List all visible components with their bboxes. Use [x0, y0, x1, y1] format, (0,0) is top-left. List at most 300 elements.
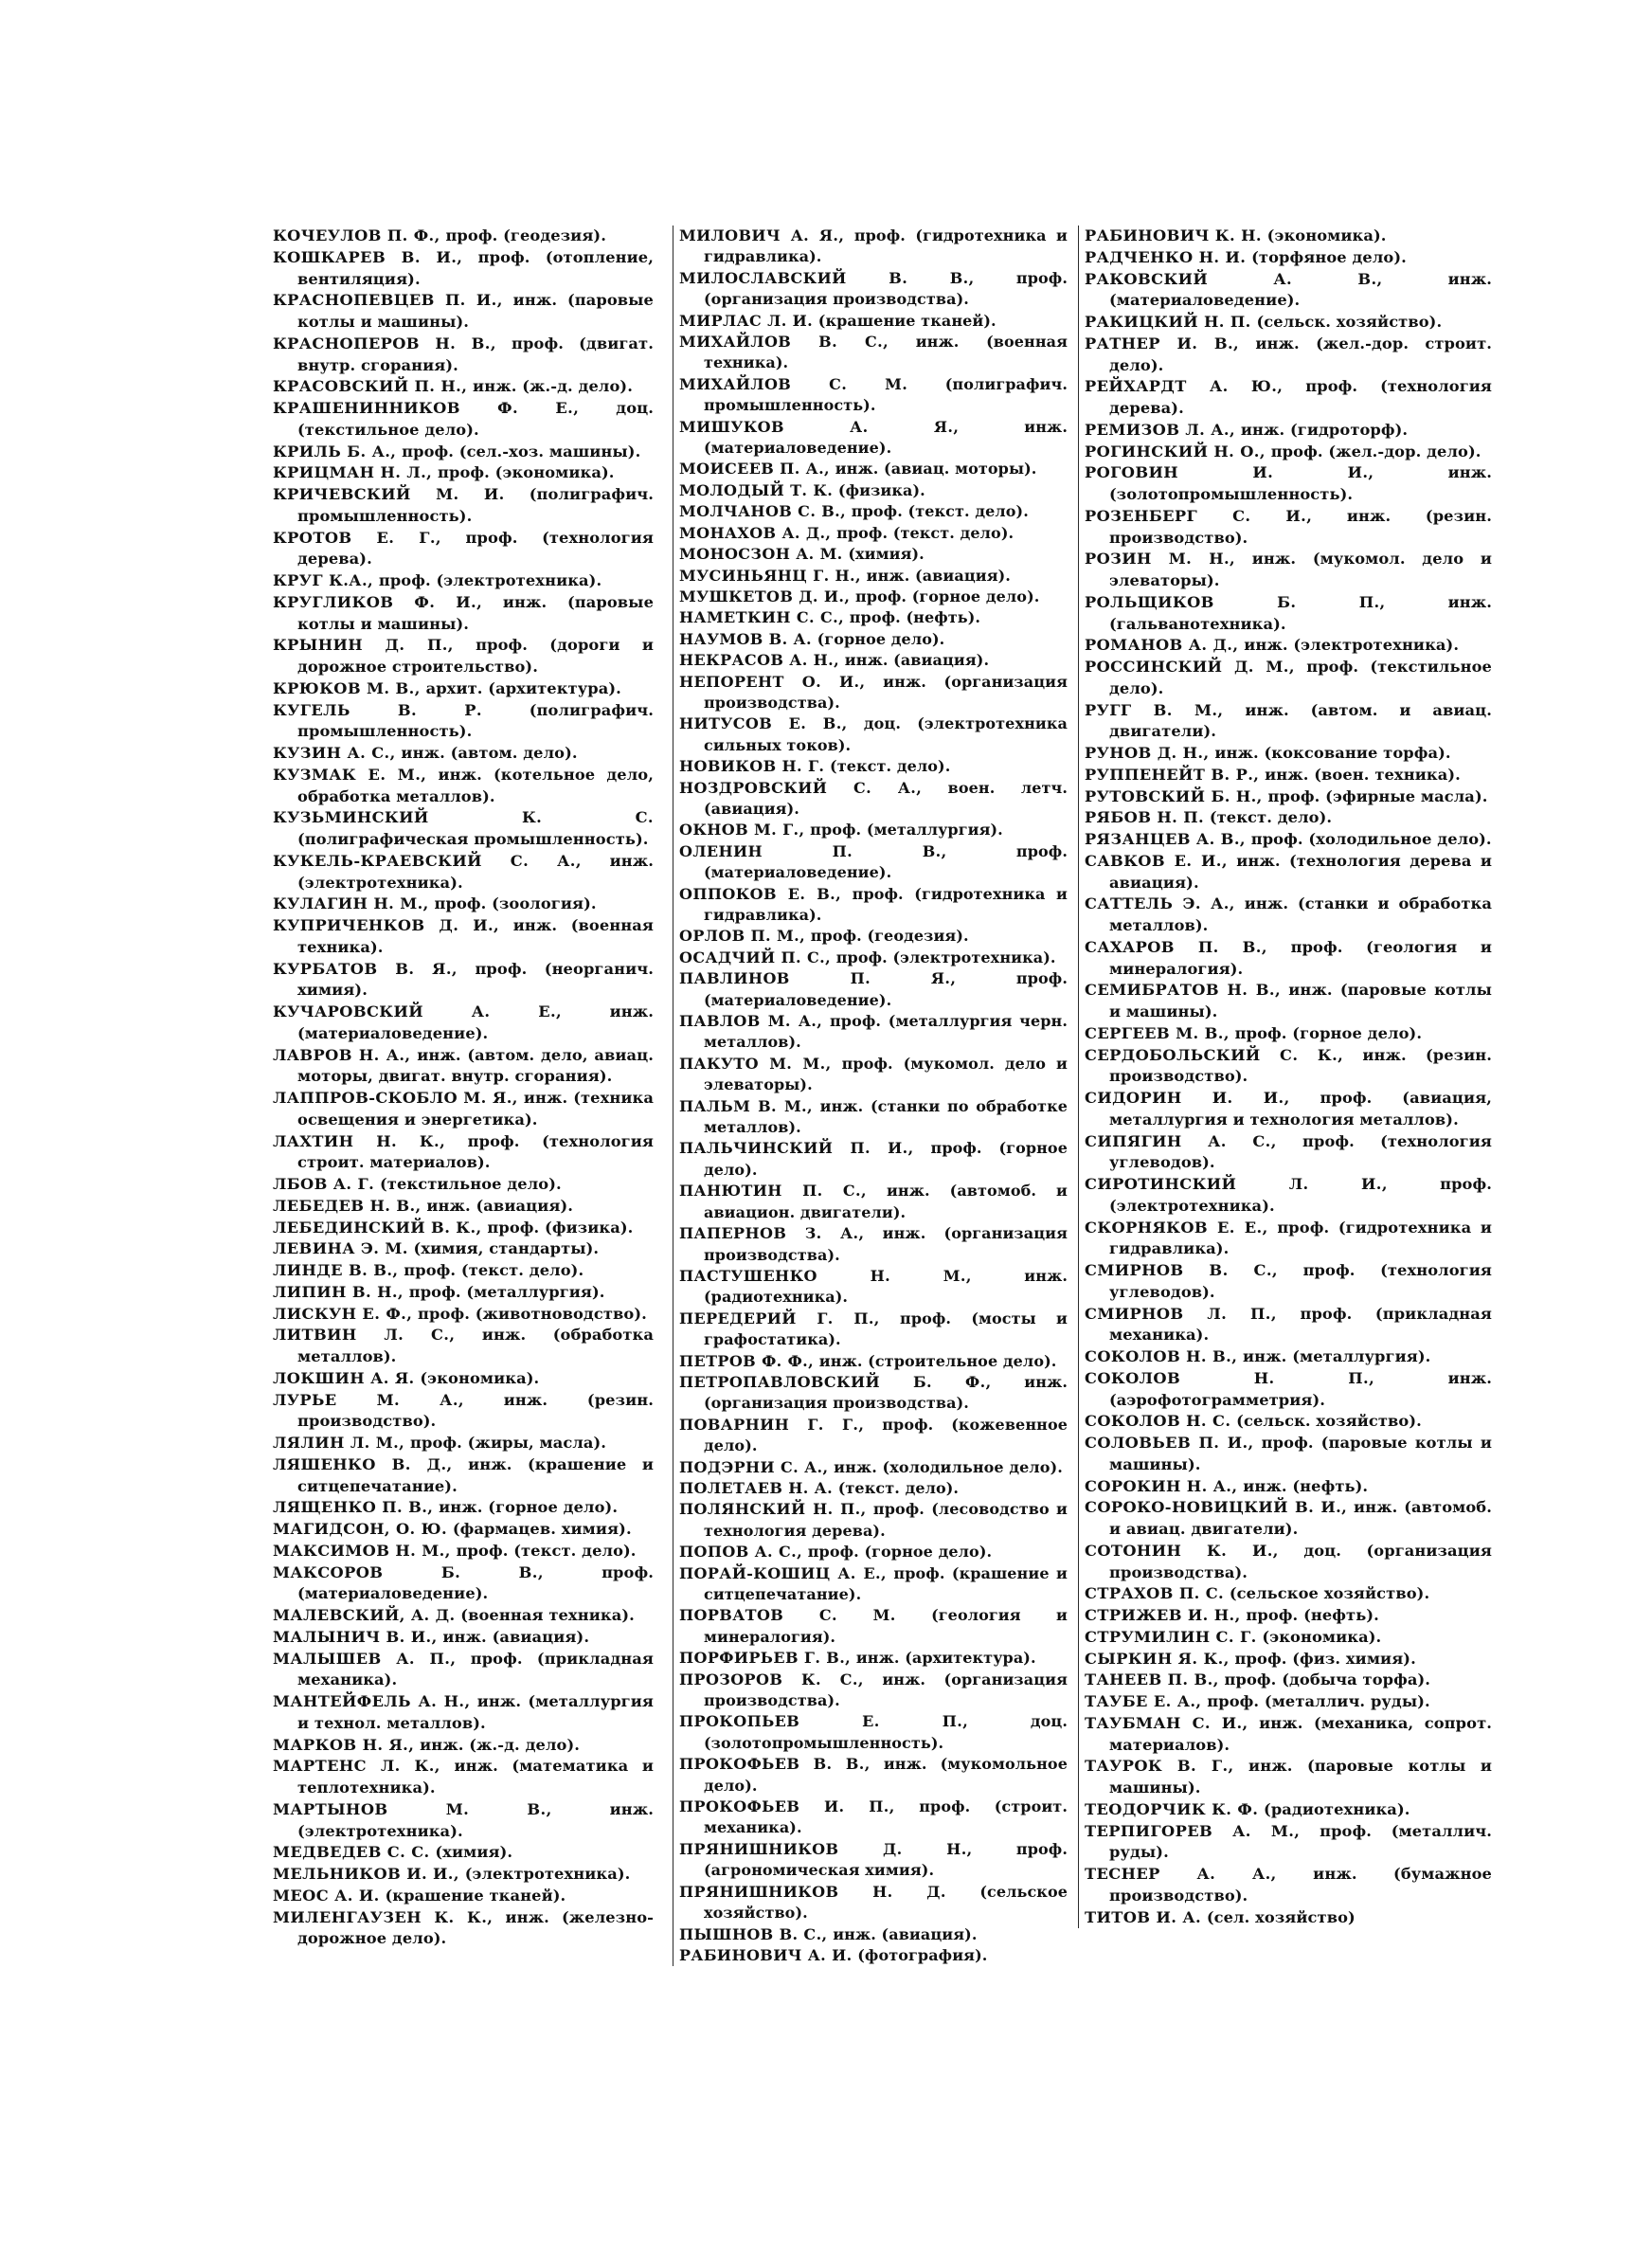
contributor-name: МАНТЕЙФЕЛЬ А. Н., [273, 1692, 471, 1710]
contributor-field: инж. (материаловедение). [704, 417, 1068, 458]
contributor-name: КУРБАТОВ В. Я., [273, 959, 458, 978]
contributor-field: инж. (станки по обработке металлов). [704, 1096, 1068, 1137]
contributor-field: (фотография). [857, 1945, 988, 1964]
contributor-entry [679, 1415, 1068, 1457]
contributor-field: инж. (мукомольное дело). [704, 1755, 1068, 1795]
contributor-entry [679, 480, 1068, 501]
contributor-field: проф. (зоология). [434, 894, 597, 913]
contributor-name: КРИЛЬ Б. А., [273, 442, 397, 460]
contributor-entry [273, 807, 654, 851]
contributor-field: (химия, стандарты). [413, 1239, 600, 1258]
contributor-entry [1085, 1605, 1492, 1627]
contributor-entry [1085, 1627, 1492, 1649]
contributor-name: ПЫШНОВ В. С., [679, 1924, 828, 1943]
contributor-field: проф. (металлургия). [408, 1282, 605, 1301]
contributor-name: ПРОКОФЬЕВ И. П., [679, 1797, 895, 1816]
contributor-field: (полиграфич. промышленность). [297, 485, 655, 525]
contributor-name: МУШКЕТОВ Д. И., [679, 587, 851, 605]
contributor-entry [679, 566, 1068, 587]
contributor-entry [1085, 1756, 1492, 1799]
contributor-field: (крашение тканей). [385, 1886, 566, 1905]
contributor-name: СКОРНЯКОВ Е. Е., [1085, 1218, 1268, 1237]
contributor-name: КУЧАРОВСКИЙ А. Е., [273, 1002, 563, 1020]
contributor-name: ЛЕБЕДИНСКИЙ В. К., [273, 1218, 482, 1237]
contributor-name: СМИРНОВ В. С., [1085, 1261, 1278, 1279]
contributor-name: ПРОКОПЬЕВ Е. П., [679, 1712, 969, 1731]
contributor-field: проф. (организация производства). [704, 268, 1068, 309]
contributor-name: МЕЛЬНИКОВ И. И., [273, 1865, 459, 1883]
contributor-entry [273, 678, 654, 700]
contributor-entry [1085, 1045, 1492, 1089]
contributor-name: МИХАЙЛОВ С. М. [679, 374, 908, 393]
contributor-name: РОССИНСКИЙ Д. М., [1085, 658, 1295, 676]
contributor-field: (химия). [848, 545, 925, 564]
contributor-name: КРИЧЕВСКИЙ М. И. [273, 485, 505, 503]
contributor-name: МАКСИМОВ Н. М., [273, 1541, 451, 1560]
contributor-field: инж. (военная техника). [704, 333, 1068, 372]
contributor-field: инж. (автомоб. и авиацион. двигатели). [704, 1182, 1068, 1221]
contributor-name: ПАПЕРНОВ З. А., [679, 1224, 865, 1243]
contributor-name: КОЧЕУЛОВ П. Ф., [273, 226, 440, 244]
contributor-name: ПОРВАТОВ С. М. [679, 1606, 896, 1625]
contributor-field: (текстильное дело). [380, 1175, 562, 1193]
contributor-entry [679, 523, 1068, 544]
contributor-entry [679, 820, 1068, 840]
contributor-field: проф. (лесоводство и технология дерева). [704, 1500, 1068, 1540]
contributor-entry [679, 1924, 1068, 1945]
contributor-entry [273, 1433, 654, 1454]
contributor-name: МЕДВЕДЕВ С. С. [273, 1843, 430, 1862]
contributor-field: инж. (авиация). [866, 566, 1011, 585]
contributor-name: ЛОКШИН А. Я. [273, 1368, 415, 1387]
contributor-name: КУПРИЧЕНКОВ Д. И., [273, 916, 500, 934]
contributor-field: инж. (резин. производство). [297, 1390, 654, 1431]
contributor-entry [679, 1882, 1068, 1924]
contributor-name: РОМАНОВ А. Д., [1085, 636, 1239, 655]
contributor-field: инж. (автомоб. и авиац. двигатели). [1109, 1498, 1492, 1538]
contributor-entry [273, 1454, 654, 1498]
contributor-name: КРАСОВСКИЙ П. Н., [273, 377, 468, 396]
contributor-field: (текст. дело). [837, 1478, 960, 1497]
contributor-entry [273, 462, 654, 484]
contributor-field: (сельск. хозяйство). [1236, 1412, 1422, 1431]
contributor-entry [1085, 1821, 1492, 1865]
contributor-entry [679, 1711, 1068, 1754]
contributor-name: ОСАДЧИЙ П. С., [679, 948, 832, 966]
contributor-entry [273, 1238, 654, 1260]
contributor-field: проф. (электротехника). [835, 948, 1056, 966]
contributor-entry [679, 1797, 1068, 1839]
contributor-entry [679, 672, 1068, 714]
contributor-field: (экономика). [1262, 1627, 1382, 1646]
contributor-entry [1085, 1411, 1492, 1433]
contributor-name: МОИСЕЕВ П. А., [679, 460, 831, 478]
contributor-entry [679, 629, 1068, 650]
contributor-entry [679, 884, 1068, 927]
contributor-name: КУЗМАК Е. М., [273, 765, 427, 784]
contributor-entry [1085, 786, 1492, 808]
contributor-name: СИРОТИНСКИЙ Л. И., [1085, 1175, 1388, 1193]
contributor-entry [679, 1605, 1068, 1648]
contributor-field: инж. (горное дело). [439, 1498, 619, 1517]
contributor-field: инж. (организация производства). [704, 672, 1068, 712]
contributor-entry [679, 1309, 1068, 1351]
contributor-field: проф. (гидротехника и гидравлика). [704, 226, 1068, 266]
contributor-entry [1085, 807, 1492, 829]
contributor-entry [273, 1886, 654, 1907]
contributor-field: инж. (авиация). [844, 651, 990, 670]
contributor-field: проф. (электротехника). [378, 571, 602, 589]
contributor-name: СОТОНИН К. И., [1085, 1541, 1279, 1560]
contributor-entry [1085, 1649, 1492, 1670]
contributor-name: КУЗЬМИНСКИЙ К. С. [273, 808, 654, 827]
contributor-entry [679, 968, 1068, 1011]
contributor-name: ЛАХТИН Н. К., [273, 1131, 446, 1150]
contributor-entry [1085, 312, 1492, 334]
contributor-entry [273, 1497, 654, 1519]
contributor-field: инж. (паровые котлы и машины). [297, 592, 655, 633]
contributor-field: проф. (прикладная механика). [1109, 1304, 1492, 1345]
contributor-field: инж. (металлургия). [1243, 1347, 1431, 1365]
contributor-name: РОЗЕНБЕРГ С. И., [1085, 506, 1313, 525]
contributor-entry [273, 915, 654, 959]
contributor-name: РЕЙХАРДТ А. Ю., [1085, 377, 1284, 396]
contributor-name: СЕМИБРАТОВ Н. В., [1085, 981, 1282, 1000]
contributor-name: МИШУКОВ А. Я., [679, 417, 960, 436]
contributor-entry [679, 459, 1068, 479]
contributor-name: ОРЛОВ П. М., [679, 927, 806, 946]
contributor-name: ПОВАРНИН Г. Г., [679, 1415, 865, 1434]
contributor-field: инж. (нефть). [1243, 1476, 1369, 1495]
contributor-name: РАКИЦКИЙ Н. П. [1085, 313, 1251, 331]
contributor-field: инж. (организация производства). [704, 1224, 1068, 1264]
contributor-field: проф. (сел.-хоз. машины). [402, 442, 641, 460]
contributor-entry [1085, 506, 1492, 550]
contributor-name: КРАШЕНИННИКОВ Ф. Е., [273, 399, 580, 417]
contributor-field: инж. (резин. производство). [1109, 506, 1492, 547]
contributor-field: проф. (физ. химия). [1234, 1649, 1416, 1668]
contributor-name: КРУГ К.А., [273, 571, 374, 589]
contributor-name: ТАУРОК В. Г., [1085, 1757, 1234, 1776]
contributor-field: инж. (железно-дорожное дело). [297, 1907, 654, 1948]
contributor-entry [273, 1368, 654, 1390]
contributor-field: проф. (двигат. внутр. сгорания). [297, 334, 654, 374]
contributor-entry [273, 1088, 654, 1131]
contributor-field: проф. (эфирные масла). [1267, 786, 1488, 805]
contributor-field: инж. (холодильное дело). [834, 1457, 1063, 1476]
contributor-entry [273, 1304, 654, 1326]
contributor-entry [273, 1541, 654, 1562]
contributor-field: (сельское хозяйство). [704, 1882, 1068, 1923]
contributor-field: инж. (автом. и авиац. двигатели). [1109, 700, 1492, 741]
contributor-field: проф. (экономика). [438, 463, 615, 482]
contributor-field: инж. (котельное дело, обработка металлов). [297, 765, 654, 805]
contributor-entry [1085, 462, 1492, 506]
contributor-field: инж. (гальванотехника). [1109, 592, 1492, 633]
contributor-entry [273, 959, 654, 1002]
contributor-entry [273, 376, 654, 398]
contributor-entry [1085, 1131, 1492, 1175]
contributor-entry [273, 247, 654, 291]
contributor-entry [1085, 851, 1492, 894]
contributor-field: инж. (коксование торфа). [1214, 744, 1451, 762]
contributor-field: (радиотехника). [1264, 1799, 1410, 1818]
contributor-name: НОВИКОВ Н. Г. [679, 757, 825, 776]
contributor-entry [273, 894, 654, 915]
contributor-field: проф. (отопление, вентиляция). [297, 247, 655, 288]
contributor-field: инж. (военная техника). [297, 916, 654, 956]
contributor-field: проф. (неорганич. химия). [297, 959, 654, 1000]
contributor-field: инж. (станки и обработка металлов). [1109, 894, 1492, 934]
contributor-entry [1085, 334, 1492, 377]
contributor-entry [273, 1196, 654, 1218]
contributor-field: доц. (золотопромышленность). [704, 1712, 1068, 1752]
contributor-field: проф. (гидротехника и гидравлика). [704, 884, 1068, 924]
contributor-field: инж. (воен. техника). [1265, 765, 1461, 784]
contributor-field: проф. (текст. дело). [836, 523, 1015, 542]
contributor-name: ЛЯШЕНКО В. Д., [273, 1454, 453, 1473]
contributor-entry [679, 650, 1068, 671]
contributor-entry [273, 1627, 654, 1649]
contributors-page [273, 226, 1493, 1988]
contributor-entry [1085, 1304, 1492, 1347]
contributor-name: СТРАХОВ П. С. [1085, 1584, 1225, 1603]
contributor-name: МИЛОВИЧ А. Я., [679, 226, 845, 244]
contributor-field: проф. (агрономическая химия). [704, 1839, 1068, 1880]
contributor-entry [273, 1174, 654, 1196]
contributor-name: СЕРГЕЕВ М. В., [1085, 1023, 1230, 1042]
contributor-name: МАЛЫШЕВ А. П., [273, 1649, 457, 1668]
contributor-name: КРЫНИН Д. П., [273, 636, 454, 655]
contributor-field: инж. (золотопромышленность). [1109, 463, 1492, 503]
contributor-field: проф. (крашение и ситцепечатание). [704, 1563, 1068, 1603]
contributor-entry [273, 528, 654, 571]
contributor-entry [1085, 592, 1492, 636]
contributor-field: (торфяное дело). [1251, 247, 1407, 266]
contributor-field: доц. (электротехника сильных токов). [704, 714, 1068, 754]
contributor-entry [679, 926, 1068, 947]
contributor-entry [1085, 1260, 1492, 1304]
contributor-name: НАУМОВ В. А. [679, 629, 812, 648]
contributor-field: проф. (кожевенное дело). [704, 1415, 1068, 1455]
contributor-name: РУГГ В. М., [1085, 700, 1224, 719]
contributor-entry [1085, 247, 1492, 269]
contributor-name: РОЛЬЩИКОВ Б. П., [1085, 592, 1386, 611]
contributor-entry [1085, 657, 1492, 700]
contributor-name: НОЗДРОВСКИЙ С. А., [679, 778, 923, 797]
contributor-entry [1085, 1907, 1492, 1929]
contributor-name: СМИРНОВ Л. П., [1085, 1304, 1277, 1323]
contributor-entry [1085, 1864, 1492, 1907]
contributor-entry [1085, 1346, 1492, 1368]
contributor-name: ЛИПИН В. Н., [273, 1282, 404, 1301]
contributor-field: проф. (электротехника). [1109, 1175, 1492, 1215]
contributor-field: проф. (гидротехника и гидравлика). [1109, 1218, 1492, 1258]
contributor-entry [679, 226, 1068, 268]
contributor-name: НЕКРАСОВ А. Н., [679, 651, 840, 670]
contributor-name: МИЛЕНГАУЗЕН К. К., [273, 1907, 494, 1926]
contributor-name: ЛЯЩЕНКО П. В., [273, 1498, 434, 1517]
contributor-entry [273, 442, 654, 463]
contributor-field: инж. (математика и теплотехника). [297, 1757, 655, 1797]
contributor-field: (горное дело). [817, 629, 945, 648]
contributor-field: проф. (текст. дело). [851, 502, 1029, 521]
contributor-field: инж. (электротехника). [297, 851, 654, 892]
contributor-entry [273, 1735, 654, 1757]
contributor-entry [679, 1181, 1068, 1223]
contributor-field: проф. (геология и минералогия). [1109, 937, 1492, 978]
contributor-name: ПАЛЬМ В. М., [679, 1096, 813, 1115]
contributor-field: проф. (материаловедение). [704, 841, 1068, 882]
contributor-entry [273, 1756, 654, 1799]
contributor-entry [679, 417, 1068, 460]
contributor-name: РЯБОВ Н. П. [1085, 808, 1205, 827]
contributor-entry [679, 1096, 1068, 1139]
contributor-entry [679, 1223, 1068, 1266]
contributor-entry [679, 587, 1068, 607]
contributor-entry [679, 501, 1068, 522]
contributor-entry [679, 1054, 1068, 1096]
contributor-name: СИДОРИН И. И., [1085, 1089, 1290, 1107]
contributor-name: СИПЯГИН А. С., [1085, 1131, 1277, 1150]
contributor-entry [273, 1519, 654, 1541]
contributor-field: инж. (механика, сопрот. материалов). [1109, 1713, 1492, 1754]
contributor-entry [679, 1478, 1068, 1499]
contributor-name: РЕМИЗОВ Л. А., [1085, 420, 1236, 439]
contributor-field: проф. (авиация, металлургия и технология металлов). [1109, 1089, 1492, 1128]
contributor-name: КУЗИН А. С., [273, 744, 396, 762]
contributor-name: КУКЕЛЬ-КРАЕВСКИЙ С. А., [273, 851, 582, 870]
contributor-entry [273, 570, 654, 592]
contributor-field: воен. летч. (авиация). [704, 778, 1068, 818]
contributor-entry [679, 1266, 1068, 1309]
contributor-entry [679, 332, 1068, 374]
contributor-entry [679, 544, 1068, 565]
contributor-field: проф. (нефть). [1246, 1606, 1379, 1624]
contributor-name: МИХАЙЛОВ В. С., [679, 333, 889, 352]
contributor-name: ТЕСНЕР А. А., [1085, 1865, 1277, 1883]
contributor-field: (сел. хозяйство) [1206, 1907, 1356, 1926]
contributor-entry [1085, 1583, 1492, 1605]
contributor-entry [679, 756, 1068, 777]
contributor-entry [1085, 1174, 1492, 1218]
contributor-field: инж. (материаловедение). [297, 1002, 654, 1042]
contributor-field: (экономика). [1266, 226, 1387, 244]
column-1 [273, 226, 654, 1950]
contributor-name: ОППОКОВ Е. В., [679, 884, 842, 903]
contributor-field: проф. (текстильное дело). [1109, 658, 1492, 697]
contributor-name: ТАНЕЕВ П. В., [1085, 1670, 1219, 1689]
contributor-entry [1085, 829, 1492, 851]
contributor-entry [1085, 442, 1492, 463]
contributor-field: доц. (организация производства). [1109, 1541, 1492, 1581]
contributor-field: (полиграфич. промышленность). [297, 700, 654, 741]
contributor-entry [1085, 1799, 1492, 1821]
contributor-entry [1085, 894, 1492, 937]
contributor-field: архит. (архитектура). [425, 678, 621, 697]
contributor-field: проф. (материаловедение). [704, 969, 1068, 1009]
contributor-entry [679, 1839, 1068, 1882]
contributor-name: РАДЧЕНКО Н. И. [1085, 247, 1247, 266]
contributor-entry [1085, 549, 1492, 592]
contributor-name: ПЕРЕДЕРИЙ Г. П., [679, 1309, 880, 1327]
contributor-name: РУНОВ Д. Н., [1085, 744, 1210, 762]
contributor-name: МАКСОРОВ Б. В., [273, 1562, 544, 1581]
contributor-name: НАМЕТКИН С. С., [679, 608, 845, 627]
contributor-name: СОЛОВЬЕВ П. И., [1085, 1434, 1254, 1452]
contributor-name: ПАВЛИНОВ П. Я., [679, 969, 957, 988]
contributor-field: (сельск. хозяйство). [1256, 313, 1443, 331]
contributor-field: инж. (паровые котлы и машины). [1109, 1757, 1492, 1797]
contributor-field: инж. (резин. производство). [1109, 1045, 1493, 1086]
contributor-entry [1085, 1541, 1492, 1584]
contributor-name: МОНОСЗОН А. М. [679, 545, 843, 564]
contributor-entry [273, 1562, 654, 1606]
contributor-entry [679, 1542, 1068, 1562]
contributor-field: проф. (горное дело). [854, 587, 1040, 605]
contributor-name: ПРОЗОРОВ К. С., [679, 1670, 864, 1688]
contributor-field: проф. (горное дело). [807, 1543, 993, 1562]
contributor-name: СОРОКО-НОВИЦКИЙ В. И., [1085, 1498, 1348, 1517]
contributor-name: ПРЯНИШНИКОВ Н. Д. [679, 1882, 946, 1901]
contributor-name: ПОРАЙ-КОШИЦ А. Е., [679, 1563, 887, 1582]
contributor-entry [273, 398, 654, 442]
contributor-name: ОКНОВ М. Г., [679, 821, 805, 840]
contributor-field: (полиграфическая промышленность). [297, 830, 649, 848]
contributor-name: ТИТОВ И. А. [1085, 1907, 1202, 1926]
contributor-entry [273, 1390, 654, 1434]
contributor-name: МОНАХОВ А. Д., [679, 523, 832, 542]
contributor-name: ЛБОВ А. Г. [273, 1175, 375, 1193]
contributor-name: НИТУСОВ Е. В., [679, 714, 848, 733]
contributor-entry [273, 1282, 654, 1304]
contributor-entry [273, 290, 654, 334]
contributor-name: КРУГЛИКОВ Ф. И., [273, 592, 483, 611]
column-3 [1078, 226, 1492, 1928]
contributor-field: проф. (нефть). [849, 608, 981, 627]
contributor-field: инж. (авиац. моторы). [835, 460, 1037, 478]
contributor-entry [1085, 1497, 1492, 1541]
contributor-name: ЛАППРОВ-СКОБЛО М. Я., [273, 1089, 518, 1107]
contributor-entry [1085, 1476, 1492, 1498]
contributor-field: (геология и минералогия). [704, 1606, 1068, 1646]
contributor-name: РАКОВСКИЙ А. В., [1085, 269, 1383, 288]
contributor-entry [679, 1011, 1068, 1054]
contributor-entry [273, 1218, 654, 1239]
contributor-entry [679, 1457, 1068, 1478]
contributor-name: ЛИТВИН Л. С., [273, 1326, 456, 1345]
contributor-field: инж. (жел.-дор. строит. дело). [1109, 334, 1492, 374]
contributor-entry [273, 592, 654, 636]
contributor-field: проф. (металлургия черн. металлов). [704, 1012, 1068, 1052]
contributor-field: проф. (горное дело). [1234, 1023, 1423, 1042]
contributor-entry [679, 311, 1068, 332]
contributor-entry [273, 743, 654, 765]
contributor-field: инж. (организация производства). [704, 1670, 1068, 1710]
contributor-entry [679, 1670, 1068, 1712]
contributor-field: проф. (строит. механика). [704, 1797, 1068, 1837]
contributor-field: (военная техника). [460, 1606, 635, 1624]
contributor-entry [679, 1945, 1068, 1966]
contributor-field: проф. (паровые котлы и машины). [1109, 1434, 1492, 1473]
contributor-name: ПАКУТО М. М., [679, 1054, 832, 1073]
column-2 [673, 226, 1068, 1966]
contributor-name: ПОЛЕТАЕВ Н. А. [679, 1478, 834, 1497]
contributor-name: МАРТЕНС Л. К., [273, 1757, 440, 1776]
contributor-field: проф. (животноводство). [418, 1304, 647, 1323]
contributor-entry [679, 1138, 1068, 1181]
contributor-name: ТЕОДОРЧИК К. Ф. [1085, 1799, 1259, 1818]
